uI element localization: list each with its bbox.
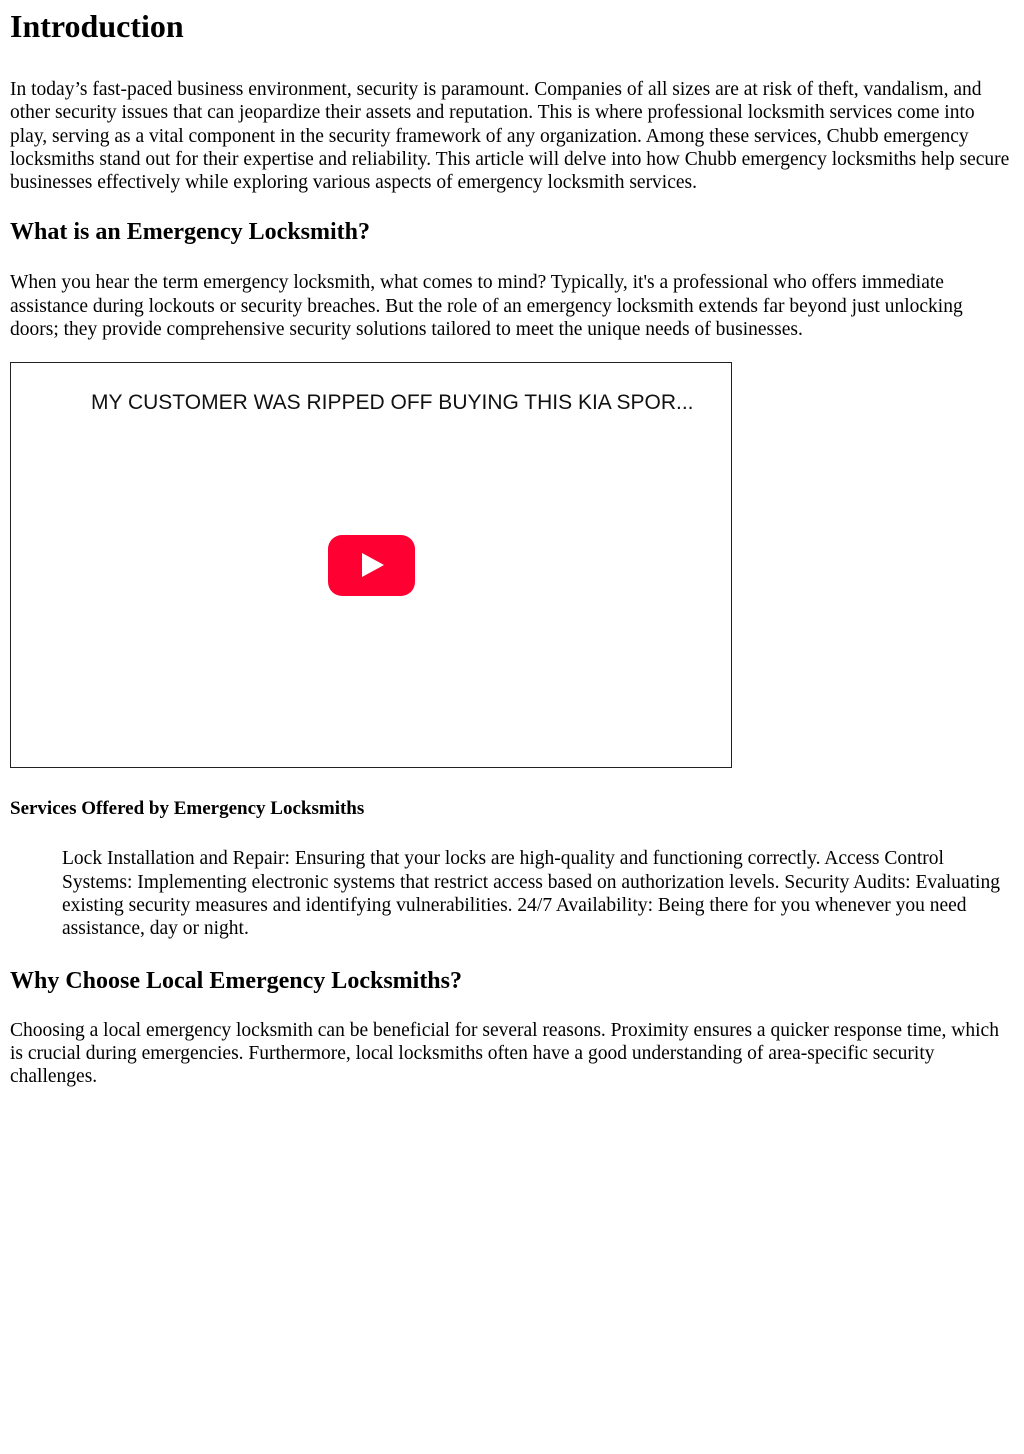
page-title: Introduction	[10, 8, 184, 44]
video-embed[interactable]	[10, 362, 732, 768]
article	[0, 8, 1024, 1088]
services-list	[10, 847, 1014, 940]
services-heading: Services Offered by Emergency Locksmiths	[10, 798, 365, 820]
intro-paragraph: In today’s fast-paced business environment, security is paramount. Companies of all sizes are at risk of theft, vandalism, and other security issues that can jeopardize their assets and reputation. This is where professional locksmith services come into play, serving as a vital component in the security framework of any organization. Among these services, Chubb emergency locksmiths stand out for their expertise and reliability. This article will delve into how Chubb emergency locksmiths help secure businesses effectively while exploring various aspects of emergency locksmith services.	[10, 79, 1010, 194]
emergency-locksmith-heading: What is an Emergency Locksmith?	[10, 219, 370, 246]
services-paragraph: Lock Installation and Repair: Ensuring that your locks are high-quality and functioning correctly. Access Control Systems: Implementing electronic systems that restrict access based on authorization levels. Security Audits: Evaluating existing security measures and identifying vulnerabilities. 24/7 Availability: Being there for you whenever you need assistance, day or night.	[62, 848, 1000, 940]
emergency-locksmith-paragraph: When you hear the term emergency locksmith, what comes to mind? Typically, it's a professional who offers immediate assistance during lockouts or security breaches. But the role of an emergency locksmith extends far beyond just unlocking doors; they provide comprehensive security solutions tailored to meet the unique needs of businesses.	[10, 272, 963, 341]
local-locksmiths-paragraph: Choosing a local emergency locksmith can be beneficial for several reasons. Proximity ensures a quicker response time, which is crucial during emergencies. Furthermore, local locksmiths often have a good understanding of area-specific security challenges.	[10, 1019, 999, 1088]
local-locksmiths-heading: Why Choose Local Emergency Locksmiths?	[10, 967, 462, 994]
play-icon	[362, 553, 384, 577]
play-button[interactable]	[328, 535, 415, 596]
video-title[interactable]: MY CUSTOMER WAS RIPPED OFF BUYING THIS KIA SPOR...	[91, 391, 694, 415]
